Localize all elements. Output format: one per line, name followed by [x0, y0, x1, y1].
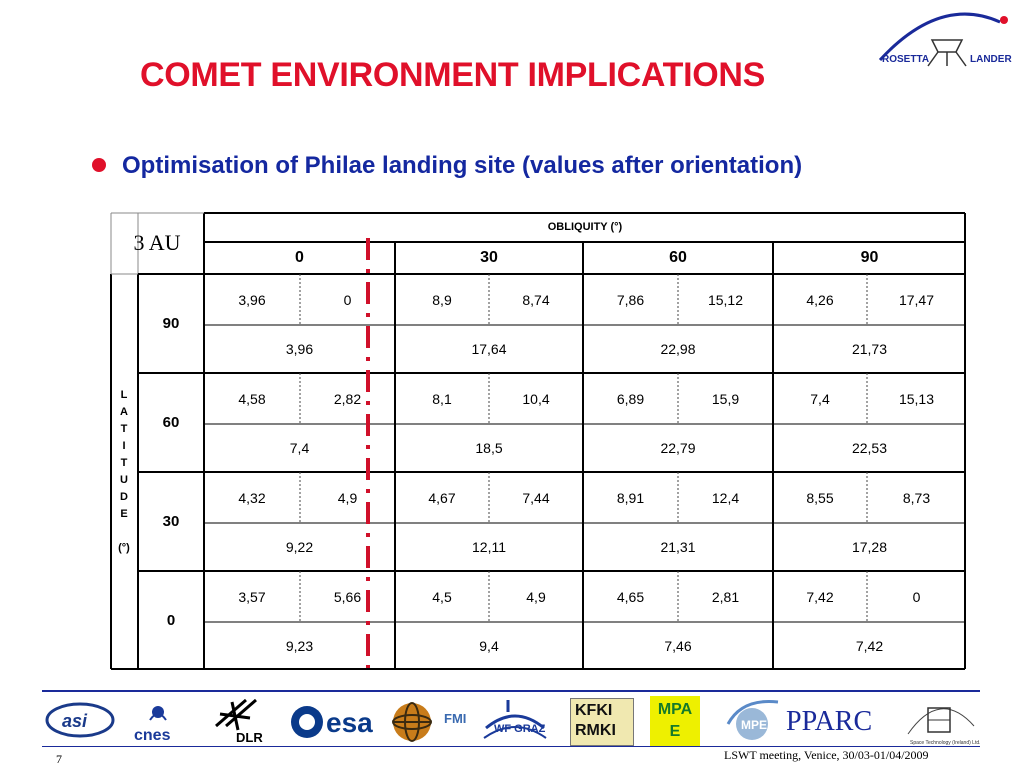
value-cell: 3,96 — [238, 291, 266, 308]
esa-logo — [290, 702, 386, 742]
total-cell: 9,22 — [285, 539, 314, 555]
total-cell: 9,23 — [285, 638, 314, 654]
latitude-label: L A T I T U D E (°) — [118, 389, 130, 554]
fmi-logo-text: FMI — [444, 711, 467, 726]
latitude-value: 60 — [162, 414, 180, 431]
value-cell: 15,12 — [707, 291, 744, 308]
obliquity-value-0: 0 — [295, 249, 304, 266]
bullet-text: Optimisation of Philae landing site (values after orientation) — [122, 152, 803, 179]
total-cell: 3,96 — [285, 341, 314, 357]
value-cell: 6,89 — [616, 390, 645, 407]
bullet-dot-icon — [92, 158, 106, 172]
value-cell: 17,47 — [898, 291, 935, 308]
total-cell: 7,4 — [289, 440, 310, 456]
logo-text-rosetta: ROSETTA — [882, 54, 930, 65]
kfki-logo-text: KFKI RMKI — [575, 702, 617, 739]
total-cell: 12,11 — [472, 539, 506, 555]
asi-logo — [44, 698, 116, 742]
obliquity-header: OBLIQUITY (°) — [547, 221, 623, 233]
obliquity-value-1: 30 — [480, 249, 498, 266]
page-number: 7 — [56, 752, 62, 766]
space-technology-logo-text: Space Technology (Ireland) Ltd. — [910, 740, 980, 746]
value-cell: 2,82 — [333, 390, 362, 407]
footer-bottom-rule — [42, 746, 980, 747]
latitude-value: 90 — [162, 315, 180, 332]
value-cell: 4,32 — [238, 489, 266, 506]
mpe-logo — [722, 694, 784, 746]
total-cell: 9,4 — [479, 638, 499, 654]
obliquity-value-2: 60 — [669, 249, 687, 266]
fmi-logo — [444, 710, 478, 734]
obliquity-value-3: 90 — [860, 249, 879, 266]
globe-logo — [390, 700, 434, 744]
value-cell: 8,9 — [432, 291, 452, 308]
landing-site-table — [110, 212, 966, 670]
esa-logo-text: esa — [326, 707, 373, 738]
value-cell: 4,26 — [806, 291, 834, 308]
kfki-logo — [570, 698, 634, 746]
latitude-value: 30 — [162, 513, 180, 530]
total-cell: 21,31 — [660, 539, 696, 555]
total-cell: 22,53 — [851, 440, 888, 456]
value-cell: 8,55 — [806, 489, 834, 506]
value-cell: 7,86 — [616, 291, 645, 308]
pparc-logo-text: PPARC — [786, 706, 873, 737]
total-cell: 22,79 — [660, 440, 696, 456]
page-title: COMET ENVIRONMENT IMPLICATIONS — [140, 56, 766, 94]
total-cell: 21,73 — [851, 341, 888, 357]
value-cell: 8,74 — [522, 291, 550, 308]
mpae-logo-text: MPAE — [657, 701, 693, 740]
mpe-logo-text: MPE — [741, 718, 768, 732]
corner-label: 3 AU — [133, 230, 181, 255]
total-cell: 7,46 — [664, 638, 692, 654]
value-cell: 7,44 — [522, 489, 550, 506]
mpae-logo — [650, 696, 700, 746]
meeting-info: LSWT meeting, Venice, 30/03-01/04/2009 — [724, 748, 929, 762]
value-cell: 4,9 — [526, 588, 546, 605]
value-cell: 15,9 — [711, 390, 740, 407]
value-cell: 12,4 — [711, 489, 740, 506]
total-cell: 18,5 — [475, 440, 503, 456]
cnes-logo — [128, 700, 188, 744]
total-cell: 7,42 — [855, 638, 884, 654]
value-cell: 4,65 — [616, 588, 645, 605]
value-cell: 7,42 — [806, 588, 834, 605]
asi-logo-text: asi — [62, 711, 88, 731]
bullet-item — [92, 152, 802, 180]
dlr-logo-text: DLR — [236, 730, 263, 745]
footer-rule — [42, 690, 980, 692]
value-cell: 4,5 — [432, 588, 452, 605]
value-cell: 0 — [912, 588, 921, 605]
value-cell: 2,81 — [711, 588, 740, 605]
latitude-header — [110, 274, 138, 670]
cnes-logo-text: cnes — [134, 727, 171, 744]
pparc-logo — [786, 706, 896, 740]
value-cell: 5,66 — [333, 588, 362, 605]
value-cell: 4,67 — [428, 489, 456, 506]
total-cell: 17,28 — [851, 539, 888, 555]
value-cell: 0 — [343, 291, 352, 308]
value-cell: 4,9 — [337, 489, 358, 506]
value-cell: 3,57 — [238, 588, 266, 605]
value-cell: 8,91 — [616, 489, 645, 506]
latitude-value: 0 — [166, 612, 176, 629]
value-cell: 8,73 — [902, 489, 931, 506]
value-cell: 15,13 — [898, 390, 935, 407]
value-cell: 10,4 — [522, 390, 550, 407]
space-technology-ireland-logo — [900, 694, 980, 746]
value-cell: 4,58 — [238, 390, 266, 407]
total-cell: 17,64 — [471, 341, 507, 357]
total-cell: 22,98 — [660, 341, 696, 357]
value-cell: 7,4 — [810, 390, 830, 407]
value-cell: 8,1 — [432, 390, 452, 407]
graz-logo-text: WF GRAZ — [494, 723, 546, 735]
logo-text-lander: LANDER — [970, 54, 1012, 65]
graz-logo — [480, 698, 550, 746]
rosetta-lander-logo — [870, 0, 1024, 92]
dlr-logo — [206, 696, 268, 746]
